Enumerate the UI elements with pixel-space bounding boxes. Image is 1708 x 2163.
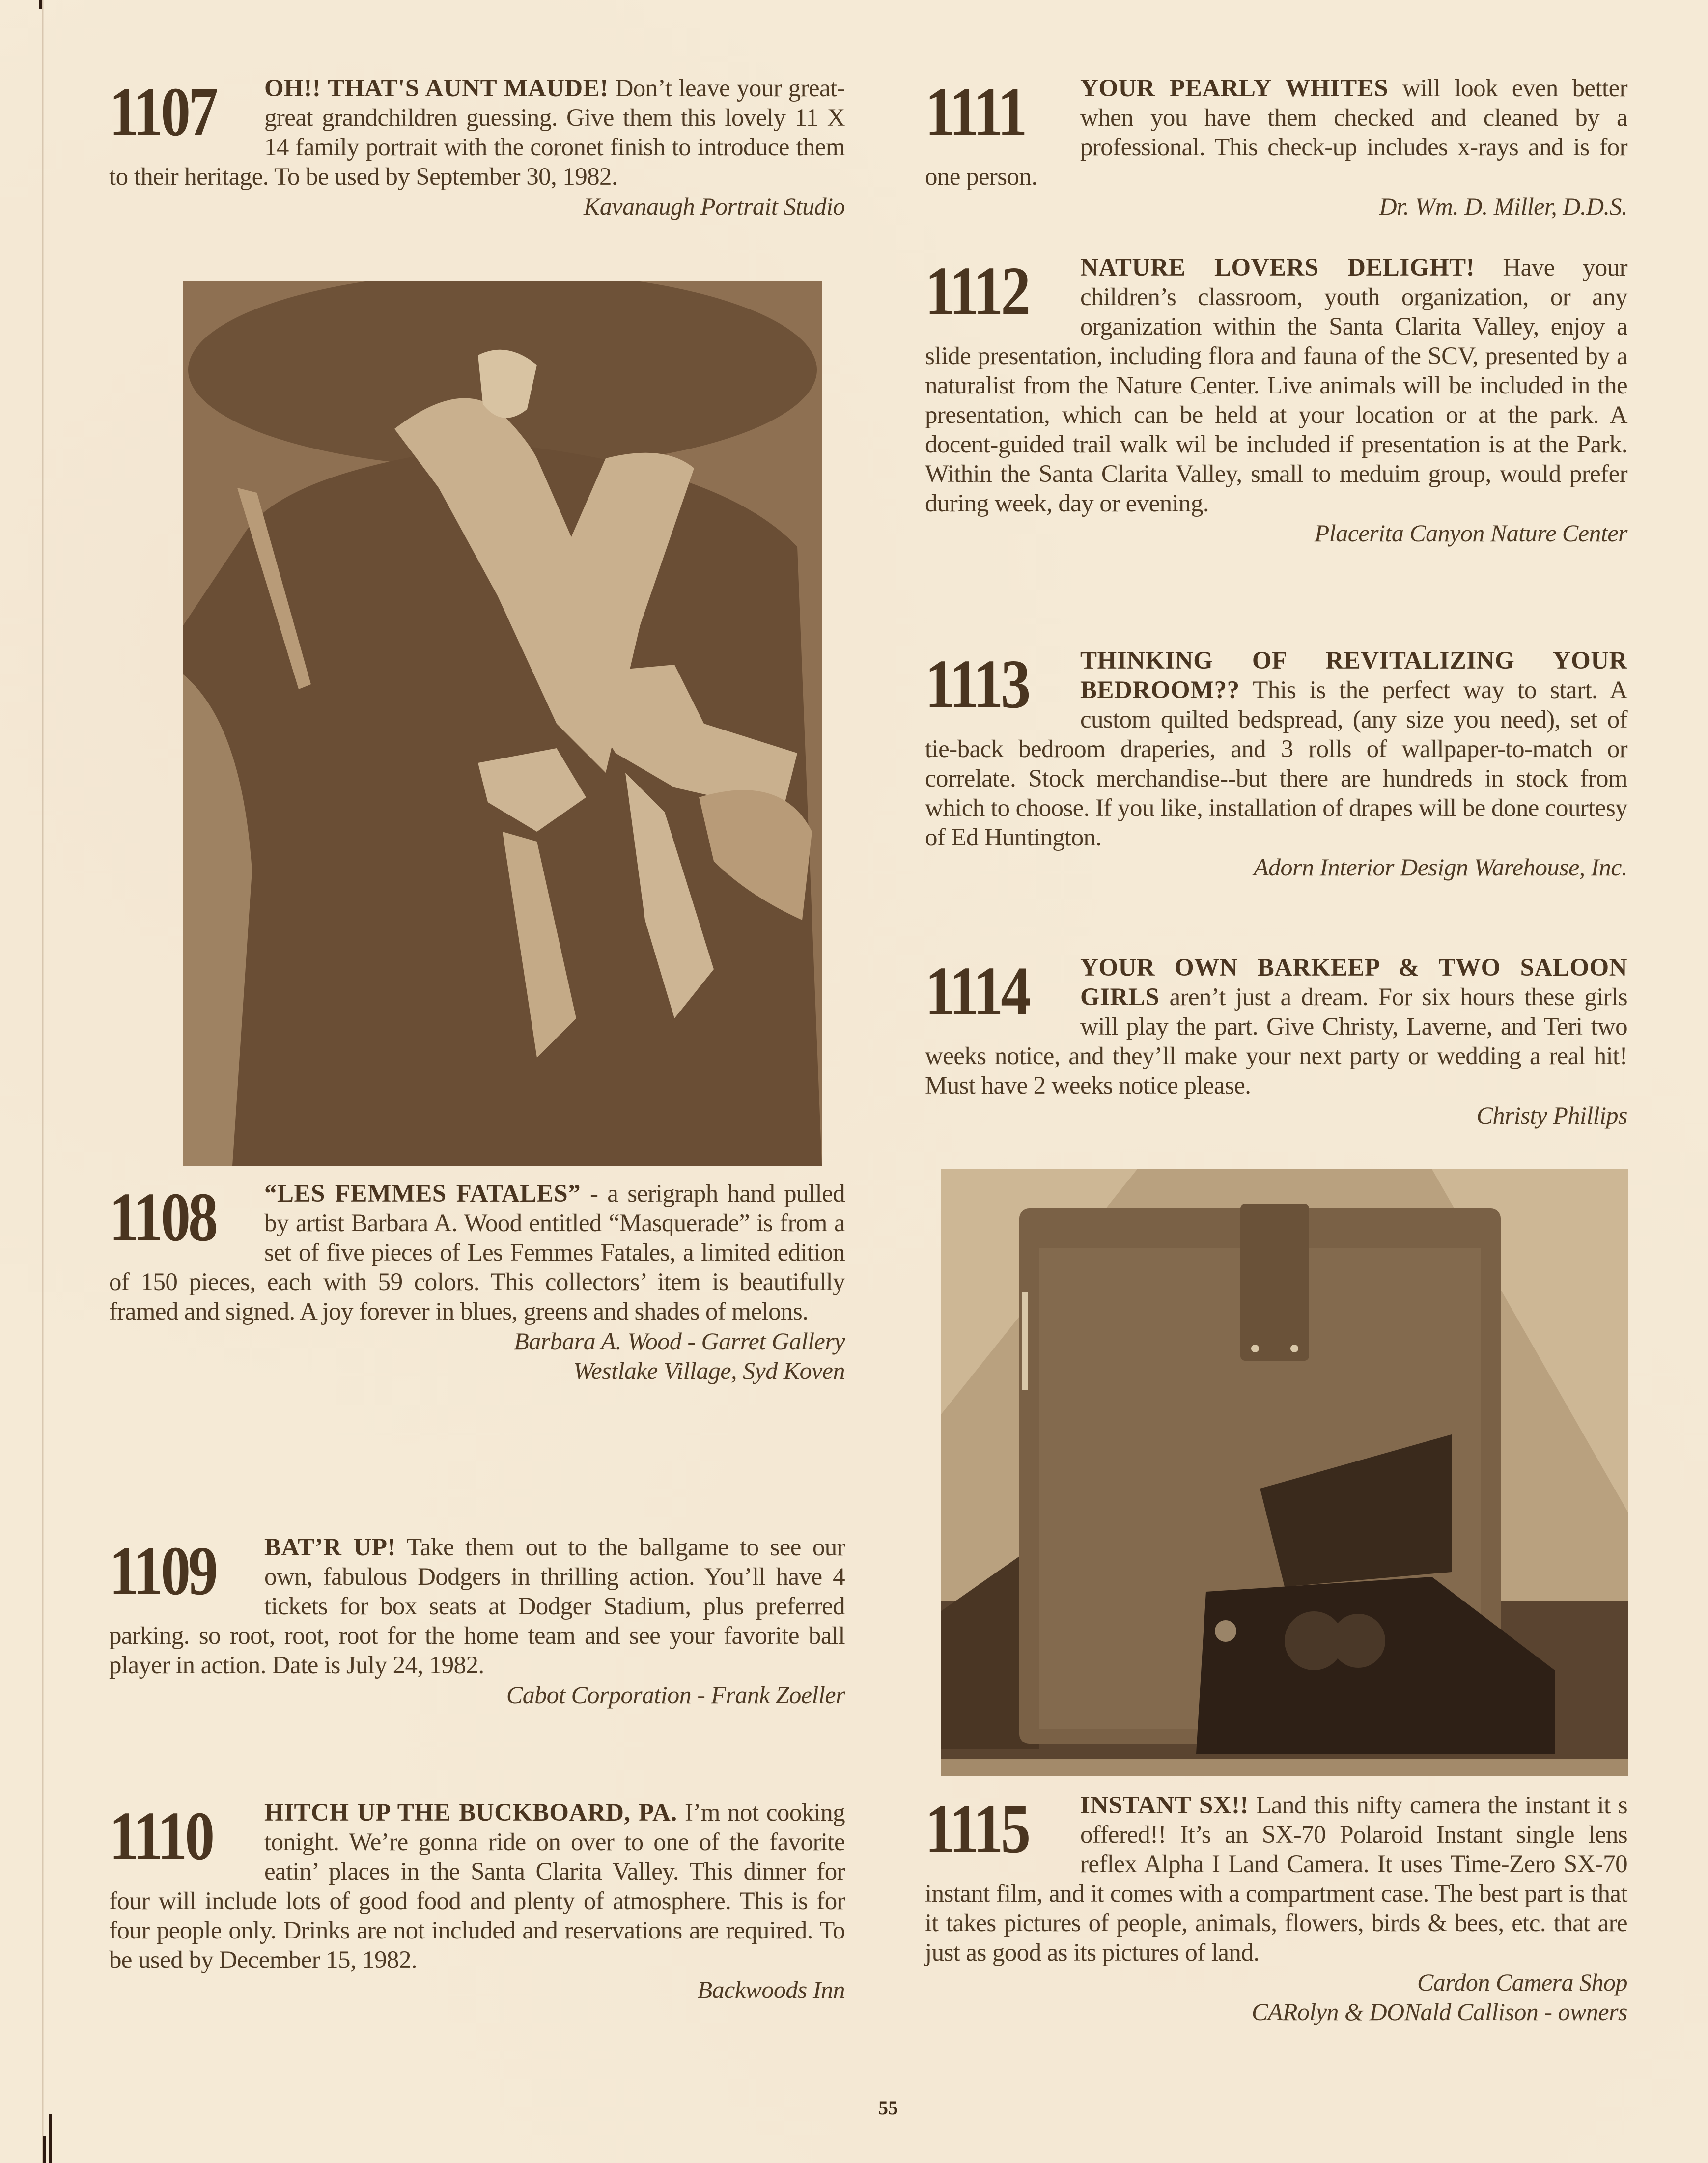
page-gutter-line bbox=[42, 0, 44, 2163]
lot-number: 1115 bbox=[925, 1790, 1029, 1867]
binding-mark-top bbox=[39, 0, 42, 9]
sx70-camera-image bbox=[941, 1169, 1628, 1776]
auction-entry-1114 bbox=[925, 953, 1627, 1130]
entry-body: will look even better when you have them checked and cleaned by a professional. This check-up includes x-rays and is for one person. bbox=[925, 75, 1627, 191]
lot-number: 1114 bbox=[925, 952, 1029, 1030]
donor-name: Adorn Interior Design Warehouse, Inc. bbox=[1253, 853, 1627, 881]
page-number: 55 bbox=[878, 2097, 898, 2119]
donor-name: Dr. Wm. D. Miller, D.D.S. bbox=[1379, 193, 1627, 220]
lot-number: 1111 bbox=[925, 73, 1025, 150]
entry-title: OH!! THAT'S AUNT MAUDE! bbox=[264, 75, 609, 102]
donor-name: Backwoods Inn bbox=[697, 1976, 845, 2003]
entry-title: YOUR PEARLY WHITES bbox=[1080, 75, 1389, 102]
lot-number: 1110 bbox=[109, 1797, 213, 1875]
auction-entry-1113 bbox=[925, 646, 1627, 882]
entry-title: NATURE LOVERS DELIGHT! bbox=[1080, 254, 1475, 281]
serigraph-photo bbox=[183, 281, 822, 1166]
auction-entry-1110 bbox=[109, 1798, 845, 2004]
donor-name: Kavanaugh Portrait Studio bbox=[584, 193, 845, 220]
entry-body: Land this nifty camera the instant it s offered!! It’s an SX-70 Polaroid Instant single lens reflex Alpha I Land Camera. It uses Time-Zero SX-70 instant film, and it comes with a compartment case. The best part is that it takes pictures of people, animals, flowers, birds & bees, etc. that are just as good as its pictures of land. bbox=[925, 1792, 1627, 1966]
auction-entry-1109 bbox=[109, 1533, 845, 1710]
auction-entry-1115 bbox=[925, 1791, 1627, 2026]
donor-location: Westlake Village, Syd Koven bbox=[573, 1357, 845, 1384]
binding-mark-bottom-2 bbox=[43, 2136, 46, 2163]
lot-number: 1109 bbox=[109, 1532, 216, 1609]
donor-name: Barbara A. Wood - Garret Gallery bbox=[514, 1327, 845, 1355]
entry-title: BAT’R UP! bbox=[264, 1534, 396, 1561]
auction-entry-1107 bbox=[109, 74, 845, 221]
donor-name: Cardon Camera Shop bbox=[1417, 1968, 1627, 1996]
entry-body: I’m not cooking tonight. We’re gonna ride on over to one of the favorite eatin’ places in the Santa Clarita Valley. This dinner for four will include lots of good food and plenty of atmosphere. This is for four people only. Drinks are not included and reservations are required. To be used by December 15, 1982. bbox=[109, 1799, 845, 1974]
masquerade-serigraph-image bbox=[183, 281, 822, 1166]
auction-entry-1108 bbox=[109, 1179, 845, 1385]
donor-owners: CARolyn & DONald Callison - owners bbox=[1252, 1998, 1627, 2025]
entry-title: THINKING OF REVITALIZING YOUR BEDROOM?? bbox=[1080, 647, 1627, 704]
entry-body: - a serigraph hand pulled by artist Barbara A. Wood entitled “Masquerade” is from a set of five pieces of Les Femmes Fatales, a limited edition of 150 pieces, each with 59 colors. This collectors’ item is beautifully framed and signed. A joy forever in blues, greens and shades of melons. bbox=[109, 1180, 845, 1325]
entry-body: This is the perfect way to start. A custom quilted bedspread, (any size you need), set of tie-back bedroom draperies, and 3 rolls of wallpaper-to-match or correlate. Stock merchandise--but there are hundreds in stock from which to choose. If you like, installation of drapes will be done courtesy of Ed Huntington. bbox=[925, 676, 1627, 851]
lot-number: 1113 bbox=[925, 645, 1029, 723]
donor-name: Placerita Canyon Nature Center bbox=[1314, 519, 1627, 547]
binding-mark-bottom-1 bbox=[49, 2114, 52, 2163]
donor-name: Christy Phillips bbox=[1476, 1101, 1627, 1129]
entry-title: “LES FEMMES FATALES” bbox=[264, 1180, 581, 1208]
donor-name: Cabot Corporation - Frank Zoeller bbox=[506, 1681, 845, 1709]
entry-title: YOUR OWN BARKEEP & TWO SALOON GIRLS bbox=[1080, 954, 1627, 1011]
auction-entry-1111 bbox=[925, 74, 1627, 221]
auction-entry-1112 bbox=[925, 253, 1627, 548]
lot-number: 1107 bbox=[109, 73, 216, 150]
entry-body: Don’t leave your great-great grandchildren guessing. Give them this lovely 11 X 14 family portrait with the coronet finish to introduce them to their heritage. To be used by September 30, 1982. bbox=[109, 75, 845, 191]
entry-body: Have your children’s classroom, youth organization, or any organization within the Santa Clarita Valley, enjoy a slide presentation, including flora and fauna of the SCV, presented by a naturalist from the Nature Center. Live animals will be included in the presentation, which can be held at your location or at the park. A docent-guided trail walk wil be included if presentation is at the Park. Within the Santa Clarita Valley, small to meduim group, would prefer during week, day or evening. bbox=[925, 254, 1627, 517]
lot-number: 1108 bbox=[109, 1178, 216, 1256]
entry-title: INSTANT SX!! bbox=[1080, 1792, 1249, 1819]
entry-body: Take them out to the ballgame to see our own, fabulous Dodgers in thrilling action. You’ll have 4 tickets for box seats at Dodger Stadium, plus preferred parking. so root, root, root for the home team and see your favorite ball player in action. Date is July 24, 1982. bbox=[109, 1534, 845, 1679]
lot-number: 1112 bbox=[925, 252, 1029, 330]
entry-title: HITCH UP THE BUCKBOARD, PA. bbox=[264, 1799, 677, 1826]
entry-body: aren’t just a dream. For six hours these girls will play the part. Give Christy, Laverne, and Teri two weeks notice, and they’ll make your next party or wedding a real hit! Must have 2 weeks notice please. bbox=[925, 983, 1627, 1099]
camera-photo bbox=[941, 1169, 1628, 1776]
